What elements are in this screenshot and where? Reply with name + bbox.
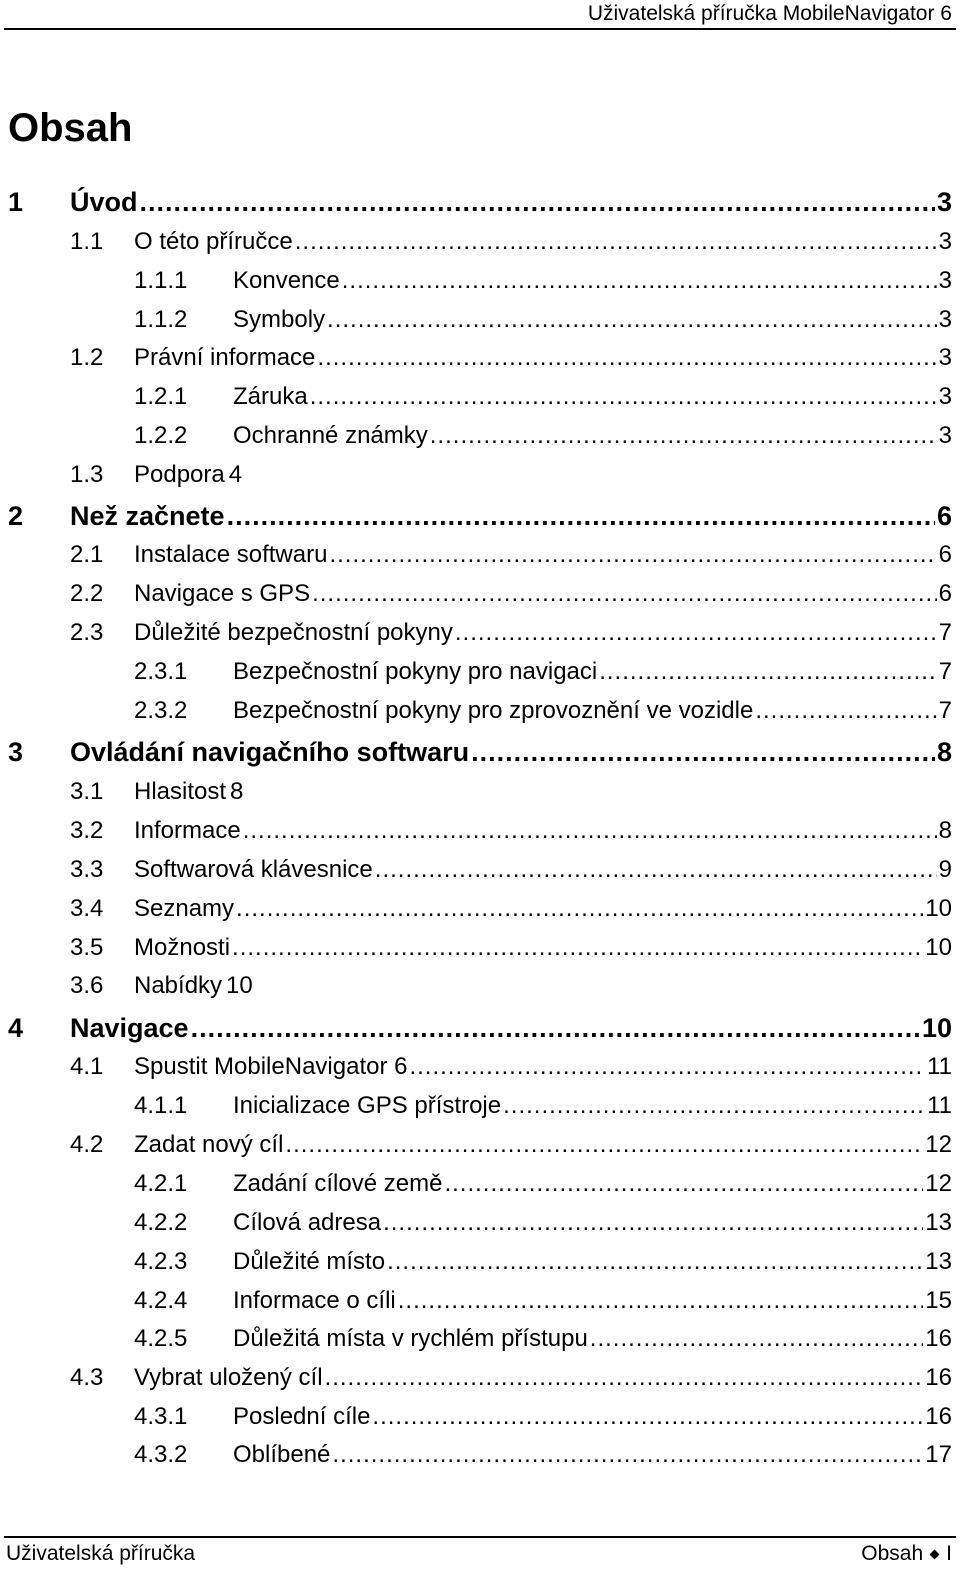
toc-leader-dots bbox=[455, 619, 937, 647]
toc-entry[interactable] bbox=[0, 856, 960, 892]
toc-entry[interactable] bbox=[0, 1287, 960, 1323]
toc-entry-number: 2.3 bbox=[70, 619, 104, 646]
toc-entry-title[interactable]: Ovládání navigačního softwaru bbox=[70, 737, 470, 767]
toc-entry-page: 7 bbox=[938, 697, 952, 724]
toc-entry[interactable] bbox=[0, 658, 960, 694]
toc-entry-number: 4.1.1 bbox=[134, 1092, 188, 1119]
toc-entry-number: 4.3 bbox=[70, 1364, 104, 1391]
toc-entry[interactable] bbox=[0, 697, 960, 733]
toc-entry[interactable] bbox=[0, 895, 960, 931]
toc-entry-title[interactable]: Podpora bbox=[134, 461, 225, 488]
toc-entry-title[interactable]: Nabídky bbox=[134, 972, 223, 999]
toc-entry-title[interactable]: Informace bbox=[134, 817, 241, 844]
toc-entry[interactable] bbox=[0, 541, 960, 577]
toc-entry-page: 7 bbox=[938, 658, 952, 685]
toc-entry[interactable] bbox=[0, 934, 960, 970]
toc-entry-number: 3.4 bbox=[70, 895, 104, 922]
toc-entry-page: 4 bbox=[228, 461, 243, 488]
toc-entry-title[interactable]: Zadat nový cíl bbox=[134, 1131, 284, 1158]
toc-entry[interactable] bbox=[0, 1441, 960, 1477]
toc-leader-dots bbox=[503, 1092, 925, 1120]
toc-entry-page: 15 bbox=[925, 1287, 952, 1314]
toc-entry-number: 1.2 bbox=[70, 344, 104, 371]
toc-entry-page: 7 bbox=[938, 619, 952, 646]
toc-entry-number: 1.3 bbox=[70, 461, 104, 488]
toc-entry-title[interactable]: Poslední cíle bbox=[233, 1403, 371, 1430]
toc-entry-title[interactable]: Než začnete bbox=[70, 501, 225, 531]
toc-entry[interactable] bbox=[0, 1053, 960, 1089]
toc-entry-number: 2 bbox=[8, 501, 24, 531]
toc-entry-title[interactable]: Symboly bbox=[233, 306, 326, 333]
toc-entry-number: 4.1 bbox=[70, 1053, 104, 1080]
toc-entry-title[interactable]: Bezpečnostní pokyny pro navigaci bbox=[233, 658, 598, 685]
toc-leader-dots bbox=[310, 383, 937, 411]
toc-entry-title[interactable]: Navigace bbox=[70, 1013, 189, 1043]
toc-leader-dots bbox=[329, 541, 936, 569]
toc-entry-number: 2.1 bbox=[70, 541, 104, 568]
toc-entry[interactable] bbox=[0, 1403, 960, 1439]
toc-entry-page: 3 bbox=[938, 344, 952, 371]
running-header: Uživatelská příručka MobileNavigator 6 bbox=[587, 2, 952, 25]
toc-entry-title[interactable]: Konvence bbox=[233, 267, 340, 294]
toc-entry-title[interactable]: Navigace s GPS bbox=[134, 580, 311, 607]
toc-leader-dots bbox=[317, 344, 936, 372]
footer-page-info bbox=[861, 1542, 952, 1566]
toc-leader-dots bbox=[243, 817, 937, 845]
toc-entry-number: 4.2.5 bbox=[134, 1325, 188, 1352]
toc-entry[interactable] bbox=[0, 778, 960, 814]
toc-entry[interactable] bbox=[0, 972, 960, 1008]
toc-entry-page: 10 bbox=[921, 1013, 952, 1043]
toc-entry-page: 3 bbox=[938, 383, 952, 410]
toc-entry-number: 1.1 bbox=[70, 228, 104, 255]
toc-entry[interactable] bbox=[0, 501, 960, 537]
toc-entry-number: 3.5 bbox=[70, 934, 104, 961]
toc-entry-number: 4.2 bbox=[70, 1131, 104, 1158]
toc-leader-dots bbox=[599, 658, 936, 686]
toc-entry-title[interactable]: Záruka bbox=[233, 383, 308, 410]
toc-leader-dots bbox=[755, 697, 936, 725]
toc-entry-title[interactable]: Oblíbené bbox=[233, 1441, 331, 1468]
toc-entry[interactable] bbox=[0, 267, 960, 303]
toc-leader-dots bbox=[430, 422, 937, 450]
toc-entry[interactable] bbox=[0, 383, 960, 419]
toc-leader-dots bbox=[236, 895, 923, 923]
toc-entry[interactable] bbox=[0, 1248, 960, 1284]
toc-entry-number: 4 bbox=[8, 1013, 24, 1043]
toc-entry-number: 3.2 bbox=[70, 817, 104, 844]
toc-leader-dots bbox=[372, 1403, 923, 1431]
page-title: Obsah bbox=[8, 106, 133, 150]
toc-leader-dots bbox=[590, 1325, 924, 1353]
toc-entry-page: 6 bbox=[936, 501, 952, 531]
toc-entry-page: 10 bbox=[226, 972, 253, 999]
toc-entry[interactable] bbox=[0, 1325, 960, 1361]
toc-entry-page: 3 bbox=[936, 187, 952, 217]
toc-entry-title[interactable]: Právní informace bbox=[134, 344, 316, 371]
toc-entry[interactable] bbox=[0, 1170, 960, 1206]
toc-leader-dots bbox=[140, 187, 935, 218]
toc-entry[interactable] bbox=[0, 422, 960, 458]
toc-entry-title[interactable]: Cílová adresa bbox=[233, 1209, 382, 1236]
toc-entry-number: 3.6 bbox=[70, 972, 104, 999]
toc-leader-dots bbox=[332, 1441, 923, 1469]
toc-entry-page: 13 bbox=[925, 1209, 952, 1236]
toc-entry-number: 4.3.2 bbox=[134, 1441, 188, 1468]
diamond-icon bbox=[930, 1549, 940, 1559]
toc-entry-page: 3 bbox=[938, 422, 952, 449]
toc-entry-number: 1.2.2 bbox=[134, 422, 188, 449]
toc-leader-dots bbox=[327, 306, 937, 334]
toc-leader-dots bbox=[398, 1287, 924, 1315]
toc-entry[interactable] bbox=[0, 344, 960, 380]
toc-entry-title[interactable]: Vybrat uložený cíl bbox=[134, 1364, 323, 1391]
footer-title: Uživatelská příručka bbox=[6, 1542, 196, 1565]
toc-entry-page: 3 bbox=[938, 267, 952, 294]
toc-entry-number: 1 bbox=[8, 187, 24, 217]
toc-leader-dots bbox=[409, 1053, 925, 1081]
toc-entry-number: 4.2.2 bbox=[134, 1209, 188, 1236]
toc-entry[interactable] bbox=[0, 187, 960, 223]
toc-entry-page: 11 bbox=[927, 1053, 952, 1080]
toc-entry-title[interactable]: O této příručce bbox=[134, 228, 293, 255]
toc-entry-title[interactable]: Softwarová klávesnice bbox=[134, 856, 373, 883]
toc-leader-dots bbox=[471, 737, 935, 768]
toc-leader-dots bbox=[312, 580, 937, 608]
toc-entry[interactable] bbox=[0, 1209, 960, 1245]
toc-entry-number: 4.2.1 bbox=[134, 1170, 188, 1197]
toc-entry-page: 17 bbox=[925, 1441, 952, 1468]
toc-entry-page: 10 bbox=[925, 895, 952, 922]
toc-entry[interactable] bbox=[0, 461, 960, 497]
toc-entry-title[interactable]: Ochranné známky bbox=[233, 422, 428, 449]
toc-entry-title[interactable]: Důležitá místa v rychlém přístupu bbox=[233, 1325, 588, 1352]
toc-leader-dots bbox=[375, 856, 937, 884]
toc-leader-dots bbox=[444, 1170, 923, 1198]
toc-entry-number: 2.2 bbox=[70, 580, 104, 607]
toc-entry-page: 8 bbox=[230, 778, 244, 805]
toc-entry-title[interactable]: Spustit MobileNavigator 6 bbox=[134, 1053, 408, 1080]
toc-entry-page: 16 bbox=[925, 1325, 952, 1352]
toc-entry-page: 3 bbox=[938, 306, 952, 333]
toc-entry-page: 16 bbox=[925, 1364, 952, 1391]
toc-entry-page: 6 bbox=[938, 580, 952, 607]
toc-entry-page: 12 bbox=[925, 1170, 952, 1197]
toc-entry[interactable] bbox=[0, 619, 960, 655]
toc-entry-page: 8 bbox=[936, 737, 952, 767]
footer-section: Obsah bbox=[861, 1542, 924, 1565]
toc-entry[interactable] bbox=[0, 228, 960, 264]
toc-leader-dots bbox=[232, 934, 923, 962]
toc-entry-title[interactable]: Možnosti bbox=[134, 934, 231, 961]
toc-entry[interactable] bbox=[0, 1013, 960, 1049]
toc-entry-page: 6 bbox=[938, 541, 952, 568]
toc-entry-title[interactable]: Hlasitost bbox=[134, 778, 227, 805]
toc-entry-page: 16 bbox=[925, 1403, 952, 1430]
toc-entry-title[interactable]: Zadání cílové země bbox=[233, 1170, 443, 1197]
toc-leader-dots bbox=[191, 1013, 920, 1044]
toc-entry[interactable] bbox=[0, 306, 960, 342]
toc-entry-title[interactable]: Úvod bbox=[70, 187, 138, 217]
toc-leader-dots bbox=[295, 228, 937, 256]
toc-entry-number: 1.1.2 bbox=[134, 306, 188, 333]
toc-entry[interactable] bbox=[0, 580, 960, 616]
header-rule bbox=[4, 28, 956, 30]
toc-entry[interactable] bbox=[0, 1364, 960, 1400]
toc-entry-page: 3 bbox=[938, 228, 952, 255]
toc-entry-number: 4.3.1 bbox=[134, 1403, 188, 1430]
toc-entry-title[interactable]: Důležité místo bbox=[233, 1248, 386, 1275]
toc-entry-title[interactable]: Důležité bezpečnostní pokyny bbox=[134, 619, 453, 646]
toc-entry-page: 9 bbox=[938, 856, 952, 883]
toc-leader-dots bbox=[285, 1131, 923, 1159]
toc-entry-title[interactable]: Informace o cíli bbox=[233, 1287, 396, 1314]
toc-entry-number: 1.1.1 bbox=[134, 267, 188, 294]
toc-entry-page: 11 bbox=[927, 1092, 952, 1119]
toc-entry-number: 2.3.1 bbox=[134, 658, 188, 685]
toc-entry-page: 8 bbox=[938, 817, 952, 844]
toc-entry-number: 3.3 bbox=[70, 856, 104, 883]
toc-entry-number: 2.3.2 bbox=[134, 697, 188, 724]
toc-leader-dots bbox=[325, 1364, 924, 1392]
toc-entry-page: 10 bbox=[925, 934, 952, 961]
footer-rule bbox=[4, 1536, 956, 1538]
footer-page-number: I bbox=[946, 1542, 952, 1565]
toc-entry[interactable] bbox=[0, 817, 960, 853]
toc-entry[interactable] bbox=[0, 1131, 960, 1167]
toc-entry-page: 13 bbox=[925, 1248, 952, 1275]
toc-entry-page: 12 bbox=[925, 1131, 952, 1158]
toc-entry-number: 4.2.4 bbox=[134, 1287, 188, 1314]
toc-entry[interactable] bbox=[0, 1092, 960, 1128]
toc-entry-title[interactable]: Inicializace GPS přístroje bbox=[233, 1092, 502, 1119]
toc-entry-title[interactable]: Bezpečnostní pokyny pro zprovoznění ve vozidle bbox=[233, 697, 754, 724]
toc-entry-number: 3.1 bbox=[70, 778, 104, 805]
toc-entry-title[interactable]: Seznamy bbox=[134, 895, 235, 922]
toc-entry[interactable] bbox=[0, 737, 960, 773]
toc-entry-title[interactable]: Instalace softwaru bbox=[134, 541, 328, 568]
toc-entry-number: 3 bbox=[8, 737, 24, 767]
toc-leader-dots bbox=[387, 1248, 923, 1276]
toc-entry-number: 1.2.1 bbox=[134, 383, 188, 410]
toc-entry-number: 4.2.3 bbox=[134, 1248, 188, 1275]
toc-leader-dots bbox=[227, 501, 935, 532]
toc-leader-dots bbox=[342, 267, 937, 295]
toc-leader-dots bbox=[383, 1209, 923, 1237]
